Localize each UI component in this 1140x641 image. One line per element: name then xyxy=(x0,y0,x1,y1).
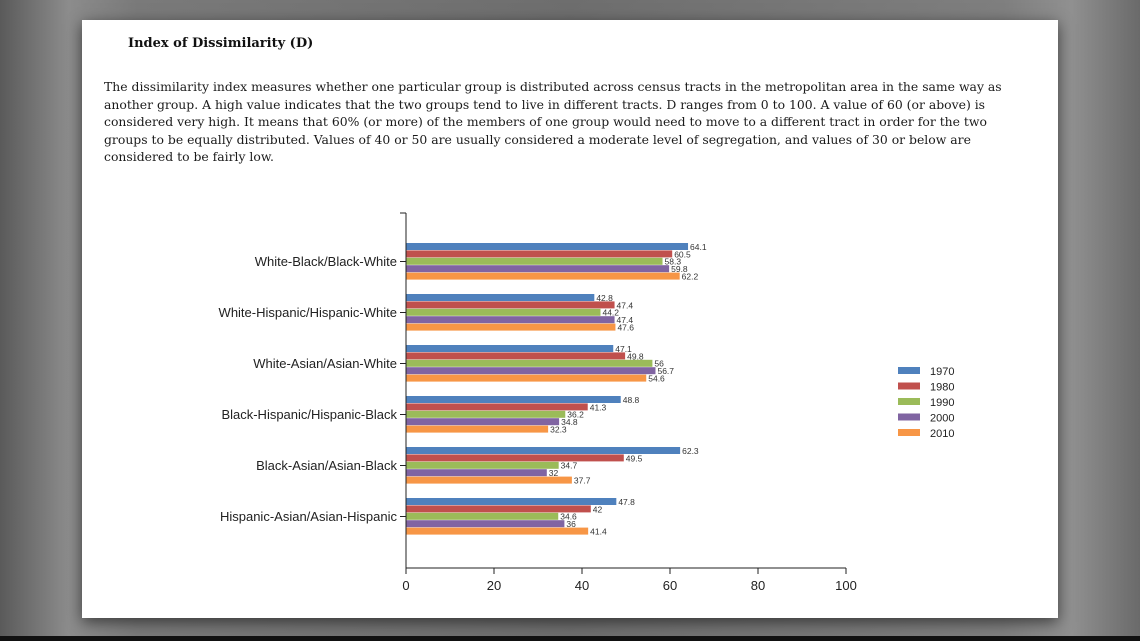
bar-value-label: 41.4 xyxy=(590,526,607,537)
bar xyxy=(406,265,669,272)
bar-value-label: 49.5 xyxy=(625,453,643,464)
bar xyxy=(406,352,625,359)
bar xyxy=(406,324,615,331)
bar xyxy=(406,418,559,425)
legend-swatch xyxy=(898,414,920,421)
bar xyxy=(406,301,615,308)
bar-value-label: 32 xyxy=(548,468,559,479)
bar-value-label: 54.6 xyxy=(648,373,665,384)
bar-value-label: 58.3 xyxy=(664,256,682,267)
bar xyxy=(406,477,572,484)
bar xyxy=(406,462,559,469)
legend-label: 1990 xyxy=(930,397,955,409)
legend-swatch xyxy=(898,398,920,405)
bar xyxy=(406,360,652,367)
bar xyxy=(406,411,565,418)
x-tick-label: 80 xyxy=(750,578,766,593)
bar-value-label: 62.3 xyxy=(682,445,699,456)
bar-value-label: 37.7 xyxy=(573,475,591,486)
bar xyxy=(406,396,621,403)
legend-swatch xyxy=(898,367,920,374)
bar-value-label: 36.2 xyxy=(567,409,584,420)
category-label: Hispanic-Asian/Asian-Hispanic xyxy=(219,509,397,524)
bar xyxy=(406,243,688,250)
bar xyxy=(406,520,564,527)
bottom-bar xyxy=(0,636,1140,641)
bar xyxy=(406,316,615,323)
bar-value-label: 42.8 xyxy=(596,292,613,303)
bar-value-label: 34.6 xyxy=(560,511,577,522)
bar-value-label: 34.8 xyxy=(561,417,578,428)
x-tick-label: 60 xyxy=(662,578,678,593)
x-tick-label: 20 xyxy=(486,578,502,593)
description-text: The dissimilarity index measures whether one particular group is distributed across census tracts in the metropolitan area in the same way as another group. A high value indicates that the two groups tend to live in different tracts. D ranges from 0 to 100. A value of 60 (or above) is considered very high. It means that 60% (or more) of the members of one group would need to move to a different tract in order for the two groups to be equally distributed. Values of 40 or 50 are usually considered a moderate level of segregation, and values of 30 or below are considered to be fairly low. xyxy=(104,79,1002,164)
bar-value-label: 47.6 xyxy=(617,322,634,333)
bar-value-label: 56 xyxy=(654,358,664,369)
category-label: White-Asian/Asian-White xyxy=(253,356,397,371)
bar xyxy=(406,250,672,257)
bar-value-label: 49.8 xyxy=(627,351,644,362)
legend-label: 2010 xyxy=(930,428,955,440)
labels-layer xyxy=(549,242,707,537)
bar xyxy=(406,528,588,535)
bar xyxy=(406,454,624,461)
bar-value-label: 32.3 xyxy=(550,424,567,435)
legend-label: 1970 xyxy=(930,366,955,378)
bar xyxy=(406,273,680,280)
bar xyxy=(406,294,594,301)
bar-value-label: 36 xyxy=(566,519,576,530)
bar-value-label: 47.1 xyxy=(615,343,632,354)
category-label: White-Black/Black-White xyxy=(254,254,397,269)
legend xyxy=(898,366,954,440)
category-label: White-Hispanic/Hispanic-White xyxy=(218,305,397,320)
bar xyxy=(406,426,548,433)
x-tick-label: 0 xyxy=(402,578,410,593)
bar xyxy=(406,403,588,410)
bar-value-label: 41.3 xyxy=(589,402,607,413)
bar-value-label: 47.8 xyxy=(618,496,635,507)
bar xyxy=(406,345,613,352)
legend-label: 1980 xyxy=(930,381,955,394)
bar xyxy=(406,309,600,316)
category-label: Black-Asian/Asian-Black xyxy=(256,458,397,473)
bar-value-label: 34.7 xyxy=(560,460,578,471)
bar-value-label: 47.4 xyxy=(616,315,634,326)
bar-value-label: 56.7 xyxy=(657,366,675,377)
x-tick-label: 100 xyxy=(835,578,857,593)
bar-value-label: 62.2 xyxy=(681,271,699,282)
category-label: Black-Hispanic/Hispanic-Black xyxy=(221,407,397,422)
bar xyxy=(406,469,547,476)
bar-value-label: 48.8 xyxy=(622,394,640,405)
bar xyxy=(406,258,663,265)
bar-value-label: 60.5 xyxy=(674,249,691,260)
bar xyxy=(406,513,558,520)
page-title: Index of Dissimilarity (D) xyxy=(128,36,314,51)
bar xyxy=(406,375,646,382)
bar-value-label: 64.1 xyxy=(690,241,707,252)
bar-value-label: 42 xyxy=(592,504,603,515)
legend-swatch xyxy=(898,383,920,390)
bar-value-label: 47.4 xyxy=(616,300,634,311)
bar-value-label: 59.8 xyxy=(671,264,688,275)
bar-value-label: 44.2 xyxy=(602,307,620,318)
legend-label: 2000 xyxy=(930,412,955,425)
legend-swatch xyxy=(898,429,920,436)
bar xyxy=(406,367,655,374)
x-tick-label: 40 xyxy=(574,578,590,593)
bar xyxy=(406,498,616,505)
bars-layer xyxy=(406,243,688,535)
